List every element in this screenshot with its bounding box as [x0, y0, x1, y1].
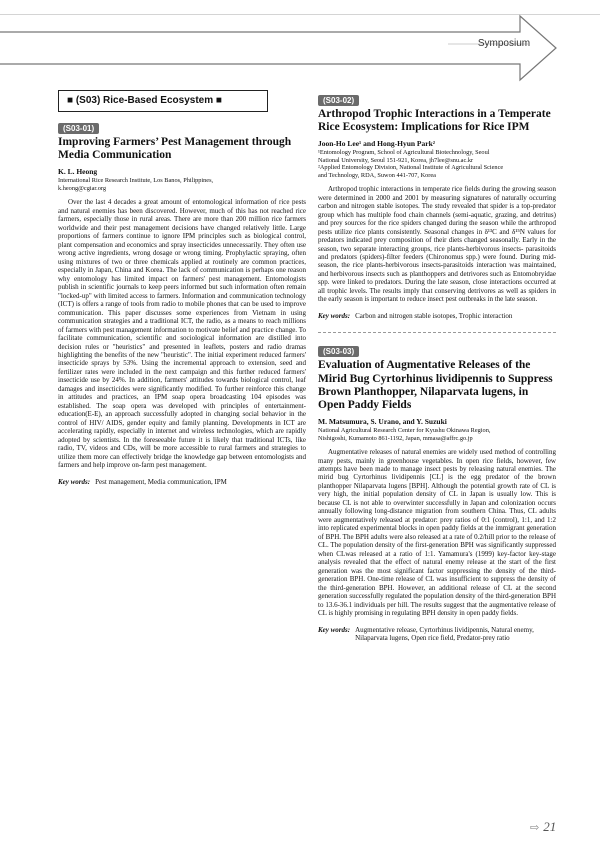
article-code-badge: (S03-03)	[318, 346, 359, 357]
article-abstract: Arthropod trophic interactions in temperate rice fields during the growing season were determined in 2000 and 2001 by measuring signatures of naturally occurring carbon and nitrogen stable isotopes. The study revealed that spider is a top-predator group which has multiple food chain channels (semi-aquatic, grazing, and detritus) and prey sources for the rice spiders changed during the season while the arthropod pests utilize rice plants consistently. Seasonal changes in δ¹³C and δ¹⁵N values for predators indicated prey composition of their diets changed seasonally. Early in the season, two separate interacting groups, rice plants-herbivorous insects- parasitoids and predators (spiders)-filter feeders (Chironomus spp.) were found. During mid-season, the rice plants-herbivorous insects-parasitoids interaction was maintained, and herbivorous insects such as planthoppers and detrivores such as Entomobryidae spp. were linked to predators. During the late season, close interactions occurred at all trophic levels. The results imply that conserving detrivores as well as spiders in the early season is important to reduce insect pest outbreaks in the late season.	[318, 185, 556, 304]
article-authors: Joon-Ho Lee¹ and Hong-Hyun Park²	[318, 139, 436, 149]
article-authors: K. L. Heong	[58, 167, 98, 177]
article-abstract: Augmentative releases of natural enemies are widely used method of controlling many pests, mainly in greenhouse vegetables. In open rice fields, however, few attempts have been made to manage insect pests by releasing natural enemies. The mirid bug Cyrtorhinus lividipennis [CL] is the egg predator of the brown planthopper Nilaparvata lugens [BPH]. Although the potential growth rate of CL is very high, the initial population density of CL in Japan is usually low. This is because CL is not able to overwinter successfully in Japan and colonization occurs annually following long-distance migration from southern China. Thus, CL adults were augmentatively released at predator: prey ratios of 0:1 (control), 1:1, and 1:2 into replicated experimental blocks in open paddy fields at the immigrant generation of BPH. The BPH adults were also released at a rate of 0.2/hill prior to the release of CL. The population density of the first-generation BPH was significantly suppressed when CLwas released at a ratio of 1:1. Yamamura's (1999) key-factor key-stage analysis revealed that the effect of natural enemy release at the start of the first generation was the most significant factor suppressing the density of the third-generation BPH. One-time release of CL was insufficient to suppress the density of the third-generation BPH. However, an additional release of CL at the second generation successfully regulated the population density of the third-generation BPH to 13.6-36.1 individuals per hill. The results suggest that the augmentative release of CL is highly promising in regulating BPH density in open paddy fields.	[318, 448, 556, 618]
keywords-label: Key words:	[58, 477, 91, 486]
article-s03-02	[318, 90, 556, 320]
keywords-value: Pest management, Media communication, IPM	[95, 477, 227, 486]
article-keywords	[318, 312, 556, 320]
left-column	[58, 90, 306, 486]
header-banner	[0, 14, 600, 102]
article-authors: M. Matsumura, S. Urano, and Y. Suzuki	[318, 417, 447, 427]
article-affiliation	[318, 149, 556, 179]
page-number: 21	[543, 819, 557, 834]
affiliation-line: and Technology, RDA, Suwon 441-707, Korea	[318, 171, 436, 179]
article-code-badge: (S03-01)	[58, 123, 99, 134]
affiliation-line: ²Applied Entomology Division, National Institute of Agricultural Science	[318, 164, 504, 172]
article-title: Evaluation of Augmentative Releases of the Mirid Bug Cyrtorhinus lividipennis to Suppress Brown Planthopper, Nilaparvata lugens, in Open Paddy Fields	[318, 359, 553, 411]
article-affiliation	[318, 427, 556, 442]
keywords-value: Carbon and nitrogen stable isotopes, Trophic interaction	[355, 311, 513, 320]
article-s03-01	[58, 118, 306, 486]
article-keywords	[318, 626, 556, 643]
article-s03-03	[318, 341, 556, 642]
article-abstract: Over the last 4 decades a great amount of entomological information of rice pests and natural enemies has been discovered. However, much of this has not reached rice farmers, especially those in rural areas. There are more than 200 million rice farmers worldwide and their pest management decisions have changed relatively little. Large proportions of farmers continue to ignore IPM principles such as biological control, plant compensation and economics and spray insecticides unnecessarily. They often use wrong active ingredients, wrong dosage or wrong timing. Prophylactic spraying, often using mixtures of two or three chemicals applied at routinely are common practices, especially in Japan, China and Korea. The lack of communication is perhaps one reason why entomology has limited impact on farmers' pest management. Entomologists publish in scientific journals to keep peers informed but such information often remain "locked-up" with limited access to farmers. Information and communication technology (ICT) is offers a range of tools from radio to mobile phones that can be used to improve communication. This paper discusses some experiences from Vietnam in using communication strategies and a traditional ICT, the radio, as a means to reach millions of farmers with pest management information to motivate belief and practice change. To facilitate communication, scientific and sociological information are distilled into decision rules or "heuristics" and presented in leaflets, posters and radio dramas highlighting the benefits of the new "heuristic". The initial experiment reduced farmers' insecticide sprays by 53%. Using the incremental approach to extension, seed and fertilizer rates were included in the next campaign and this further reduced farmers' insecticide use by 24%. In addition, farmers' attitudes towards biological control, leaf damages and insecticides were significantly modified. To further reinforce this change in attitudes and practices, an IPM soap opera broadcasting 104 episodes was established. The soap opera was developed with principles of entertainment-education(E-E), an approach successfully adopted in changing social behavior in the control of HIV/ AIDS, gender equity and family planning. Developments in ICT are accelerating rapidly, especially in internet and wireless technologies, which are rapidly adopted by scientists. In the foreseeable future it is likely that traditional ICTs, like radio, TV, videos and CDs, will be more accessible to rural farmers and strategies to utilize them more can effectively bridge the knowledge gap between entomologists and farmers and help improve on-farm pest management.	[58, 198, 306, 470]
affiliation-line: International Rice Research Institute, Los Banos, Philippines,	[58, 177, 214, 185]
page-footer	[530, 819, 556, 835]
affiliation-email: Nishigoshi, Kumamoto 861-1192, Japan, mmasa@affrc.go.jp	[318, 434, 473, 442]
section-label: Symposium	[477, 38, 531, 49]
article-code-badge: (S03-02)	[318, 95, 359, 106]
article-keywords	[58, 478, 306, 486]
right-column	[318, 90, 556, 642]
session-title: ■ (S03) Rice-Based Ecosystem ■	[58, 90, 268, 112]
affiliation-email: k.heong@cgiar.org	[58, 184, 107, 192]
affiliation-line: ¹Entomology Program, School of Agricultural Biotechnology, Seoul	[318, 149, 490, 157]
keywords-label: Key words:	[318, 625, 351, 634]
keywords-value: Augmentative release, Cyrtorhinus lividipennis, Natural enemy, Nilaparvata lugens, Open rice field, Predator-prey ratio	[355, 625, 534, 643]
affiliation-line: National University, Seoul 151-921, Korea, jh7lee@snu.ac.kr	[318, 156, 474, 164]
affiliation-line: National Agricultural Research Center for Kyushu Okinawa Region,	[318, 427, 491, 435]
keywords-label: Key words:	[318, 311, 351, 320]
article-affiliation	[58, 177, 306, 192]
article-title: Arthropod Trophic Interactions in a Temperate Rice Ecosystem: Implications for Rice IPM	[318, 108, 551, 134]
article-divider	[318, 332, 556, 333]
article-title: Improving Farmers’ Pest Management through Media Communication	[58, 136, 292, 162]
header-arrow-graphic	[0, 14, 600, 102]
arrow-right-icon: ⇨	[530, 822, 540, 834]
